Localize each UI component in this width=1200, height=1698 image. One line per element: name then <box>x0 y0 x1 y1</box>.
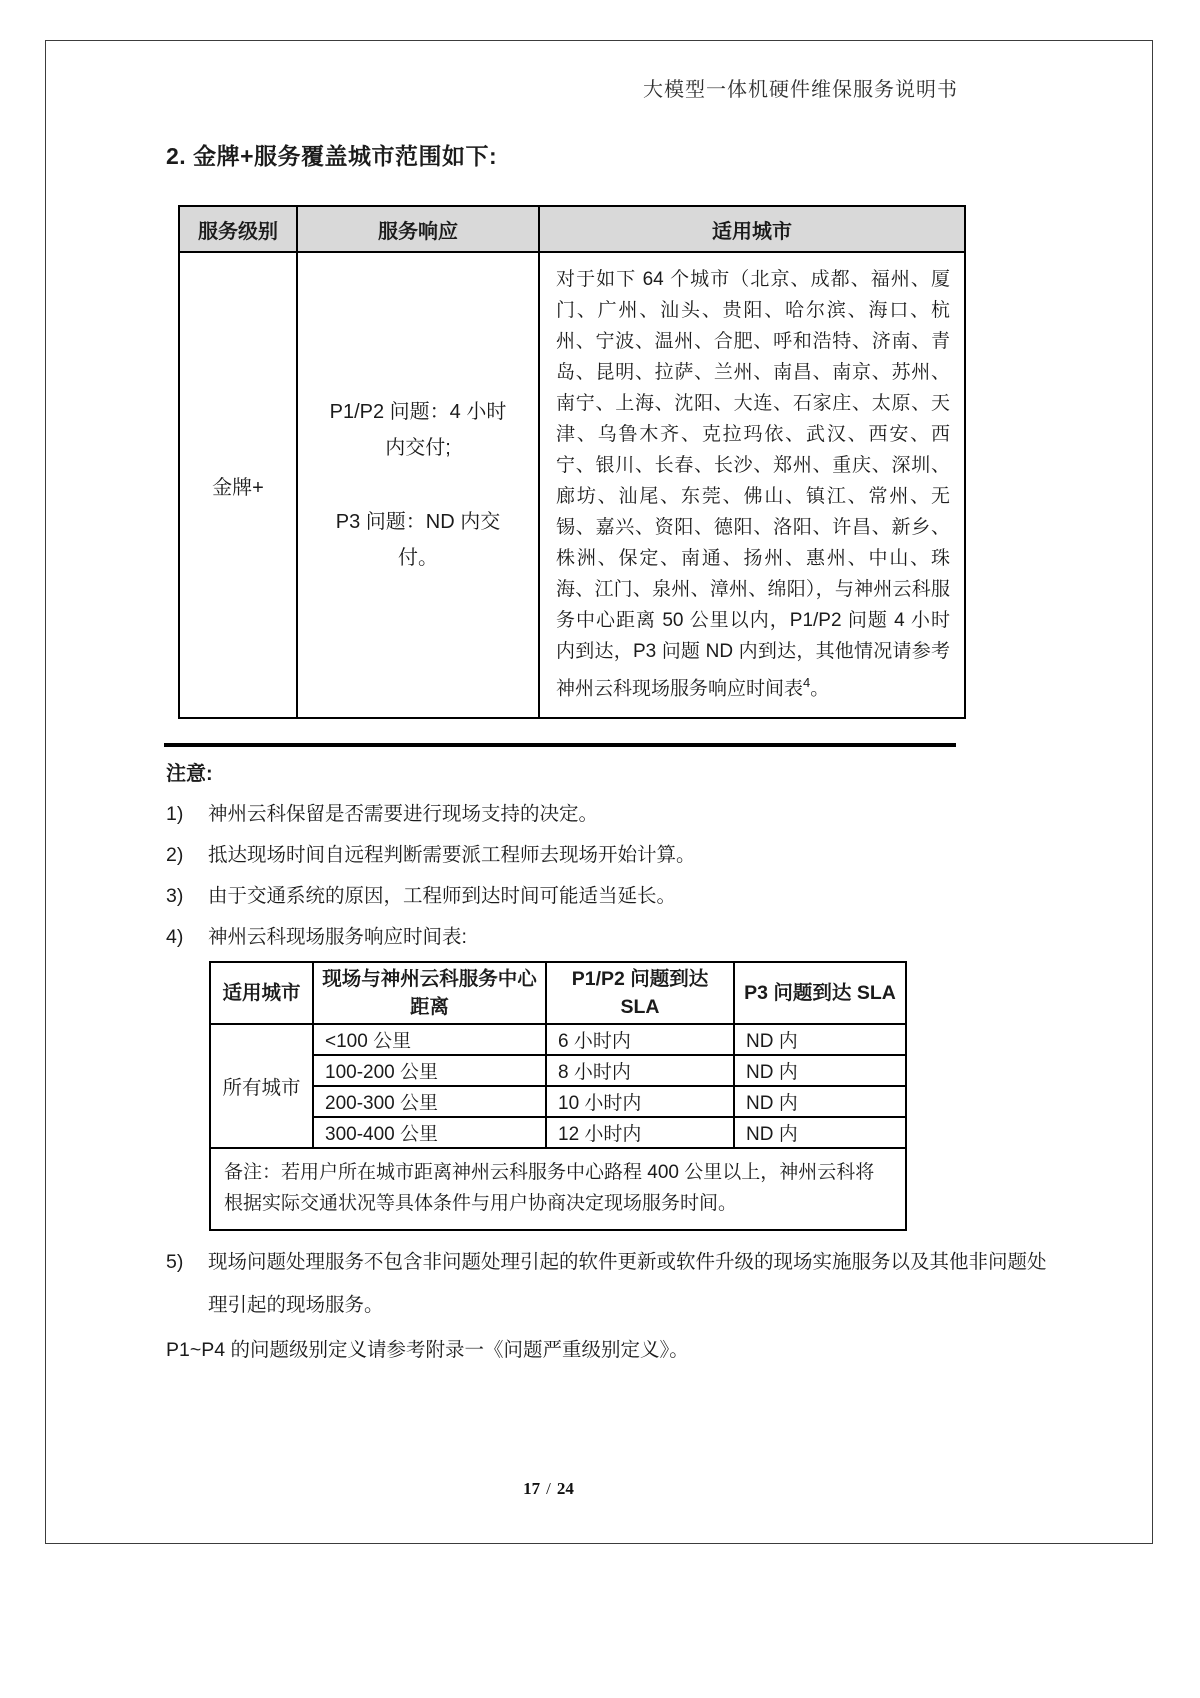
note-text: 现场问题处理服务不包含非问题处理引起的软件更新或软件升级的现场实施服务以及其他非问题处理引起的现场服务。 <box>208 1251 1047 1317</box>
note-number: 4) <box>166 926 184 949</box>
page-number: 17 <box>523 1479 541 1498</box>
sla-response-table <box>209 961 907 1231</box>
note-item-2 <box>166 841 1152 870</box>
footnote-marker: 4 <box>803 675 811 690</box>
section-divider-rule <box>164 743 956 747</box>
sla-table-remark-row <box>210 1148 906 1230</box>
note-item-4 <box>166 923 1152 952</box>
note-text: 神州云科现场服务响应时间表: <box>208 926 467 949</box>
distance-cell: <100 公里 <box>313 1024 546 1055</box>
city-scope-cell: 所有城市 <box>210 1024 313 1148</box>
remark-cell: 备注：若用户所在城市距离神州云科服务中心路程 400 公里以上，神州云科将根据实际交通状况等具体条件与用户协商决定现场服务时间。 <box>210 1148 906 1230</box>
sla-col-distance: 现场与神州云科服务中心距离 <box>313 962 546 1024</box>
service-level-cell: 金牌+ <box>179 252 297 718</box>
sla-table-row <box>210 1024 906 1055</box>
response-p1p2: P1/P2 问题：4 小时内交付; <box>329 401 507 460</box>
service-response-cell <box>297 252 539 718</box>
p3-sla-cell: ND 内 <box>734 1024 906 1055</box>
p3-sla-cell: ND 内 <box>734 1055 906 1086</box>
distance-cell: 100-200 公里 <box>313 1055 546 1086</box>
distance-cell: 300-400 公里 <box>313 1117 546 1148</box>
note-number: 2) <box>166 844 184 867</box>
total-pages: 24 <box>556 1479 574 1498</box>
cities-paragraph: 对于如下 64 个城市（北京、成都、福州、厦门、广州、汕头、贵阳、哈尔滨、海口、杭州、宁波、温州、合肥、呼和浩特、济南、青岛、昆明、拉萨、兰州、南昌、南京、苏州、南宁、上海、沈阳、大连、石家庄、太原、天津、乌鲁木齐、克拉玛依、武汉、西安、西宁、银川、长春、长沙、郑州、重庆、深圳、廊坊、汕尾、东莞、佛山、镇江、常州、无锡、嘉兴、资阳、德阳、洛阳、许昌、新乡、株洲、保定、南通、扬州、惠州、中山、珠海、江门、泉州、漳州、绵阳），与神州云科服务中心距离 50 公里以内，P1/P2 问题 4 小时内到达，P3 问题 ND 内到达，其他情况请参考神州云科现场服务响应时间表 <box>556 269 950 700</box>
response-p3: P3 问题：ND 内交付。 <box>335 511 501 570</box>
note-item-1 <box>166 800 1152 829</box>
note-text: 抵达现场时间自远程判断需要派工程师去现场开始计算。 <box>208 844 696 867</box>
p1p2-sla-cell: 8 小时内 <box>546 1055 734 1086</box>
closing-reference-line: P1~P4 的问题级别定义请参考附录一《问题严重级别定义》。 <box>166 1339 689 1362</box>
sla-col-p3: P3 问题到达 SLA <box>734 962 906 1024</box>
page-number-separator: / <box>546 1479 551 1498</box>
cities-paragraph-period: 。 <box>810 678 830 700</box>
sla-table-row <box>210 1086 906 1117</box>
note-text: 由于交通系统的原因，工程师到达时间可能适当延长。 <box>208 885 677 908</box>
coverage-table-header-row <box>179 206 965 252</box>
note-text: 神州云科保留是否需要进行现场支持的决定。 <box>208 803 599 826</box>
p1p2-sla-cell: 10 小时内 <box>546 1086 734 1117</box>
sla-col-applicable-cities: 适用城市 <box>210 962 313 1024</box>
p1p2-sla-cell: 12 小时内 <box>546 1117 734 1148</box>
coverage-table <box>178 205 966 719</box>
notice-label: 注意: <box>166 763 213 786</box>
page-footer <box>46 1479 1051 1499</box>
note-number: 5) <box>166 1251 184 1274</box>
note-item-5 <box>166 1241 1054 1327</box>
note-number: 1) <box>166 803 184 826</box>
p3-sla-cell: ND 内 <box>734 1117 906 1148</box>
sla-table-header-row <box>210 962 906 1024</box>
section-title: 2. 金牌+服务覆盖城市范围如下: <box>166 143 498 169</box>
coverage-col-service-response: 服务响应 <box>297 206 539 252</box>
sla-table-row <box>210 1117 906 1148</box>
document-header-title: 大模型一体机硬件维保服务说明书 <box>643 79 958 101</box>
applicable-cities-cell <box>539 252 965 718</box>
page-border <box>45 40 1153 1544</box>
coverage-col-service-level: 服务级别 <box>179 206 297 252</box>
coverage-table-data-row <box>179 252 965 718</box>
coverage-col-applicable-cities: 适用城市 <box>539 206 965 252</box>
p1p2-sla-cell: 6 小时内 <box>546 1024 734 1055</box>
distance-cell: 200-300 公里 <box>313 1086 546 1117</box>
sla-col-p1p2: P1/P2 问题到达 SLA <box>546 962 734 1024</box>
page-content <box>46 41 1152 1370</box>
note-item-3 <box>166 882 1152 911</box>
sla-table-row <box>210 1055 906 1086</box>
note-number: 3) <box>166 885 184 908</box>
p3-sla-cell: ND 内 <box>734 1086 906 1117</box>
